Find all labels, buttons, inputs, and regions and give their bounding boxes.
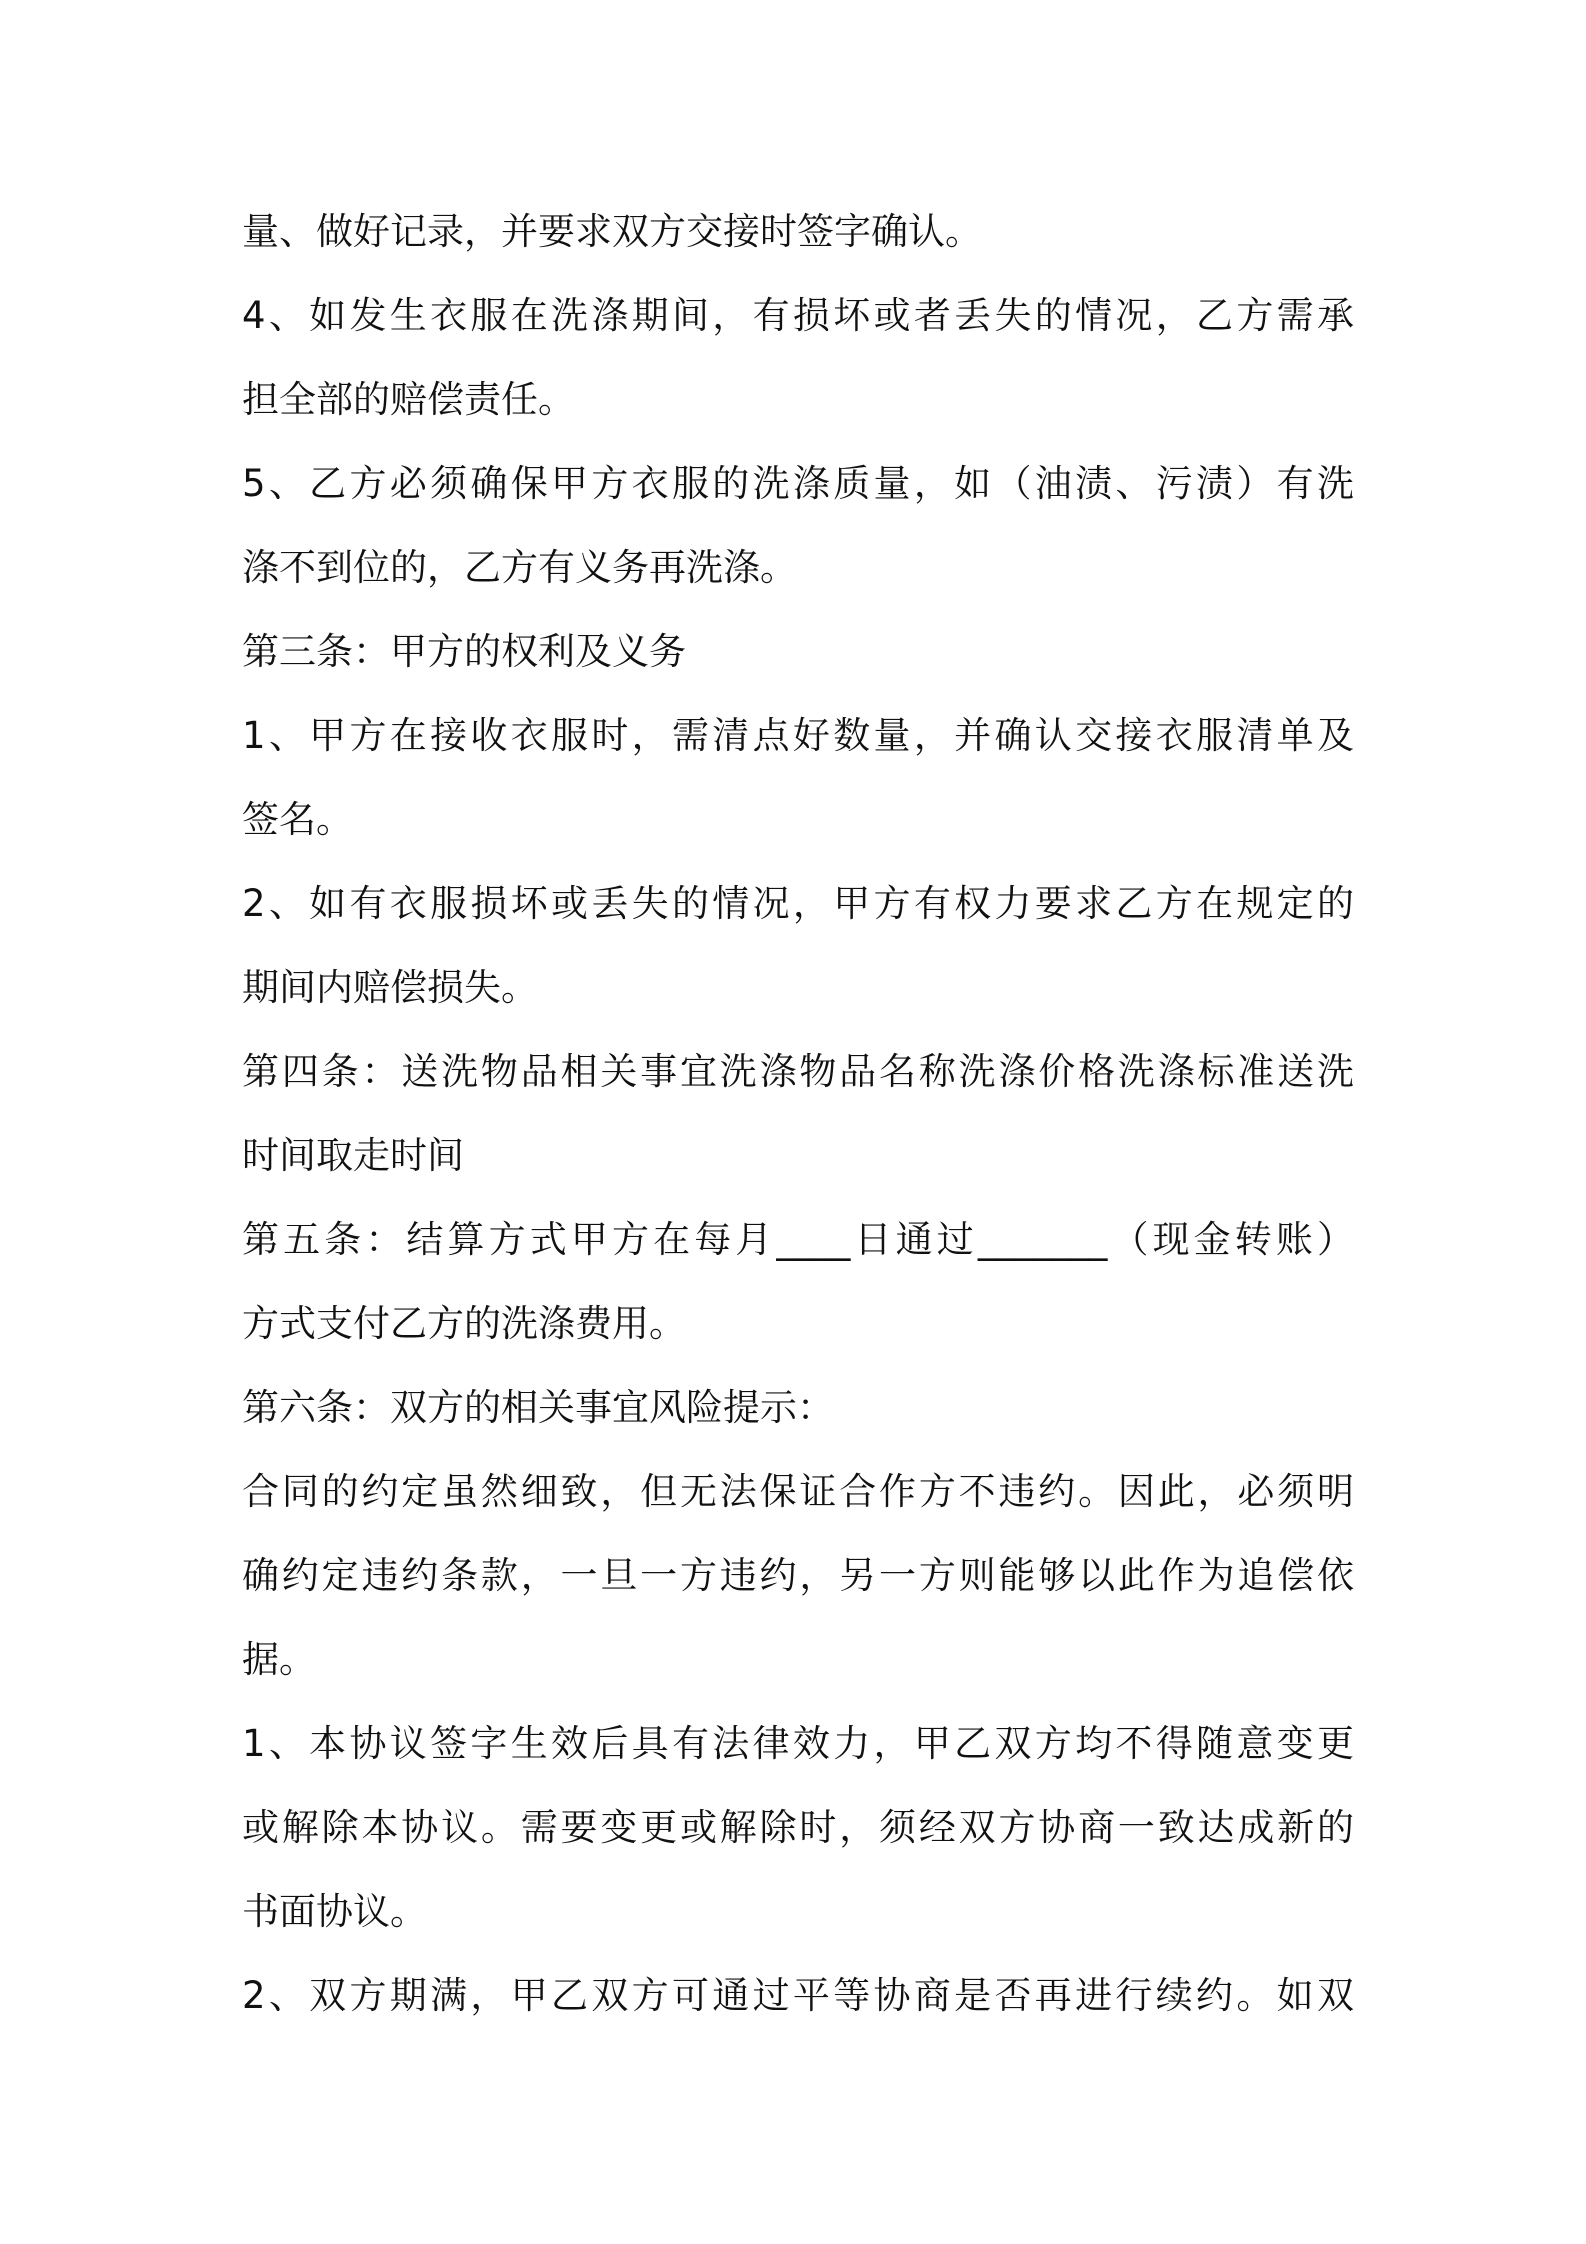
section-heading: 第六条：双方的相关事宜风险提示： <box>242 1386 834 1429</box>
text-line: 期间内赔偿损失。 <box>242 966 538 1009</box>
text-line: 2、双方期满，甲乙双方可通过平等协商是否再进行续约。如双 <box>242 1974 1354 2017</box>
document-page <box>242 190 1354 2038</box>
text-line: 4、如发生衣服在洗涤期间，有损坏或者丢失的情况，乙方需承 <box>242 294 1354 337</box>
text-line: 担全部的赔偿责任。 <box>242 378 575 421</box>
section-heading: 第三条：甲方的权利及义务 <box>242 630 686 673</box>
text-line: 涤不到位的，乙方有义务再洗涤。 <box>242 546 797 589</box>
text-line: 或解除本协议。需要变更或解除时，须经双方协商一致达成新的 <box>242 1806 1354 1849</box>
text-line: 1、本协议签字生效后具有法律效力，甲乙双方均不得随意变更 <box>242 1722 1354 1765</box>
text-line: 合同的约定虽然细致，但无法保证合作方不违约。因此，必须明 <box>242 1470 1354 1513</box>
text-line: 1、甲方在接收衣服时，需清点好数量，并确认交接衣服清单及 <box>242 714 1354 757</box>
text-line: 量、做好记录，并要求双方交接时签字确认。 <box>242 210 982 253</box>
text-line: 方式支付乙方的洗涤费用。 <box>242 1302 686 1345</box>
section-heading: 第四条：送洗物品相关事宜洗涤物品名称洗涤价格洗涤标准送洗 <box>242 1050 1354 1093</box>
text-line: 时间取走时间 <box>242 1134 464 1177</box>
section-heading: 第五条：结算方式甲方在每月____日通过_______（现金转账） <box>242 1218 1354 1261</box>
text-line: 5、乙方必须确保甲方衣服的洗涤质量，如（油渍、污渍）有洗 <box>242 462 1354 505</box>
text-line: 书面协议。 <box>242 1890 427 1933</box>
text-line: 确约定违约条款，一旦一方违约，另一方则能够以此作为追偿依 <box>242 1554 1354 1597</box>
text-line: 2、如有衣服损坏或丢失的情况，甲方有权力要求乙方在规定的 <box>242 882 1354 925</box>
text-line: 据。 <box>242 1638 316 1681</box>
text-line: 签名。 <box>242 798 353 841</box>
